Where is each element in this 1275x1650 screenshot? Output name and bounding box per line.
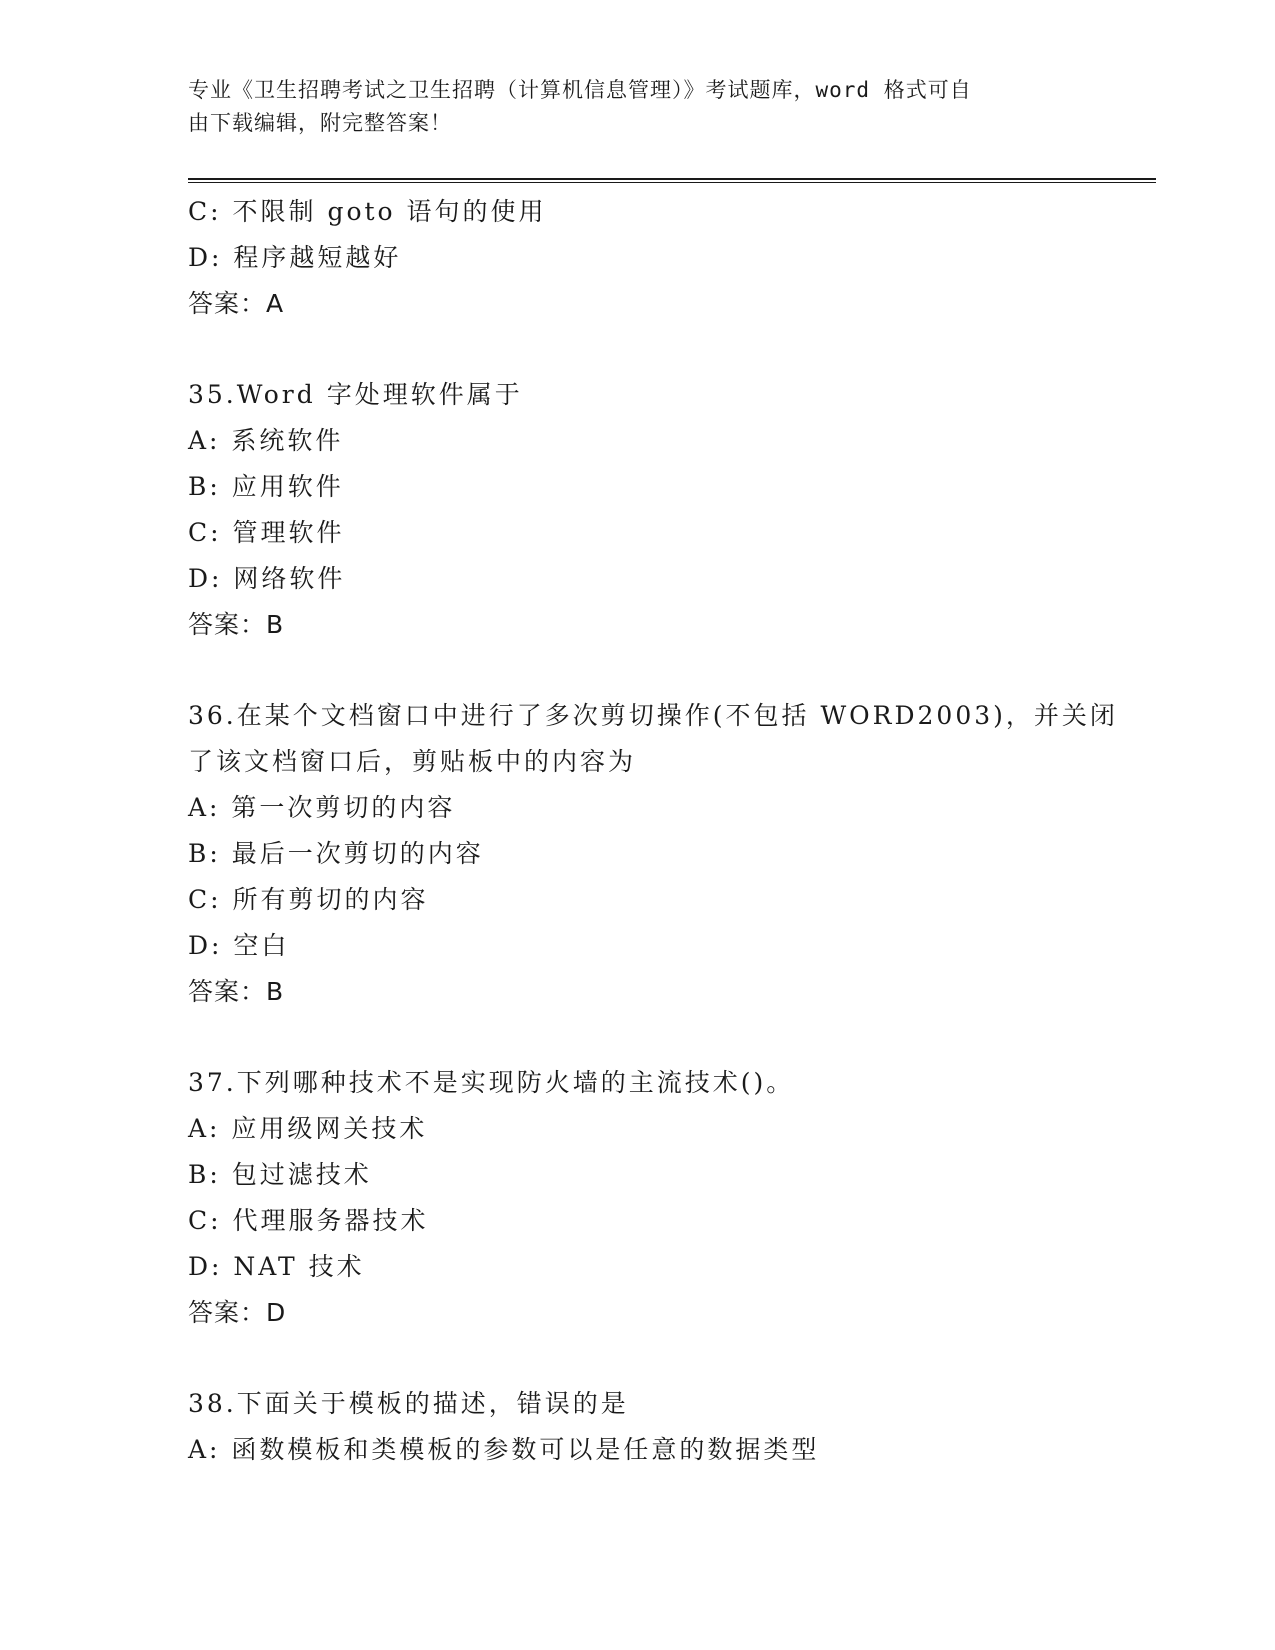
question-34-continued (188, 189, 1156, 327)
question-38 (188, 1381, 1156, 1473)
header-line-2: 由下载编辑，附完整答案！ (188, 111, 452, 135)
option-a: A: 函数模板和类模板的参数可以是任意的数据类型 (188, 1435, 820, 1464)
question-35 (188, 372, 1156, 648)
option-b: B: 应用软件 (188, 472, 344, 501)
option-d: D: 网络软件 (188, 564, 346, 593)
question-stem: 38.下面关于模板的描述，错误的是 (188, 1389, 629, 1418)
document-header (188, 74, 1068, 140)
answer-line: 答案：B (188, 977, 285, 1006)
question-stem: 35.Word 字处理软件属于 (188, 380, 523, 409)
option-c: C: 管理软件 (188, 518, 345, 547)
option-c: C: 所有剪切的内容 (188, 885, 429, 914)
question-stem: 37.下列哪种技术不是实现防火墙的主流技术()。 (188, 1068, 795, 1097)
question-stem-continued: 了该文档窗口后，剪贴板中的内容为 (188, 747, 637, 776)
answer-line: 答案：A (188, 289, 285, 318)
question-stem: 36.在某个文档窗口中进行了多次剪切操作(不包括 WORD2003)，并关闭 (188, 701, 1118, 730)
header-divider-thin (188, 182, 1156, 183)
option-a: A: 系统软件 (188, 426, 344, 455)
option-c: C: 代理服务器技术 (188, 1206, 429, 1235)
option-c: C: 不限制 goto 语句的使用 (188, 197, 547, 226)
option-a: A: 应用级网关技术 (188, 1114, 428, 1143)
option-d: D: NAT 技术 (188, 1252, 365, 1281)
answer-line: 答案：D (188, 1298, 287, 1327)
option-b: B: 最后一次剪切的内容 (188, 839, 484, 868)
option-d: D: 程序越短越好 (188, 243, 402, 272)
question-37 (188, 1060, 1156, 1336)
option-a: A: 第一次剪切的内容 (188, 793, 456, 822)
question-list (188, 189, 1156, 1473)
answer-line: 答案：B (188, 610, 285, 639)
question-36 (188, 693, 1156, 1015)
header-line-1: 专业《卫生招聘考试之卫生招聘（计算机信息管理）》考试题库，word 格式可自 (188, 78, 972, 102)
header-divider-thick (188, 178, 1156, 180)
option-d: D: 空白 (188, 931, 290, 960)
option-b: B: 包过滤技术 (188, 1160, 372, 1189)
